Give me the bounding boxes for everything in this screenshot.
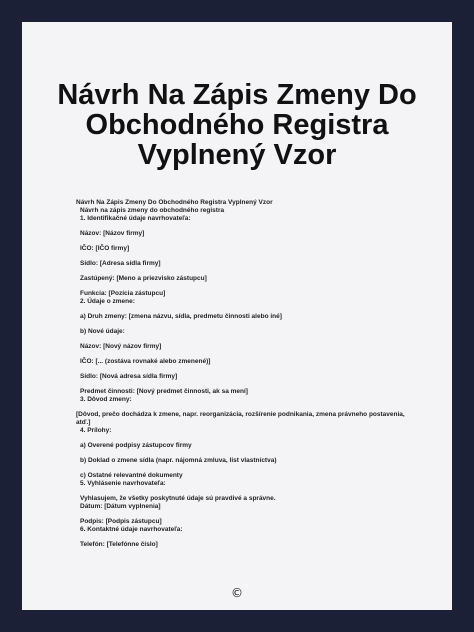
section-2-heading: 2. Údaje o zmene: — [80, 298, 135, 305]
copyright-symbol: © — [231, 586, 243, 600]
title-line-3: Vyplnený Vzor — [137, 139, 337, 171]
field-telefon: Telefón: [Telefónne číslo] — [80, 541, 158, 548]
field-novy-nazov: Názov: [Nový názov firmy] — [80, 343, 162, 350]
field-funkcia: Funkcia: [Pozícia zástupcu] — [80, 290, 166, 297]
field-zastupeny: Zastúpený: [Meno a priezvisko zástupcu] — [80, 275, 207, 282]
priloha-a: a) Overené podpisy zástupcov firmy — [80, 442, 192, 449]
field-predmet: Predmet činnosti: [Nový predmet činnosti, ak sa mení] — [80, 388, 248, 395]
section-4-heading: 4. Prílohy: — [80, 427, 112, 434]
field-nazov: Názov: [Názov firmy] — [80, 230, 145, 237]
field-ico-2: IČO: [... (zostáva rovnaké alebo zmenené)] — [80, 358, 211, 365]
priloha-b: b) Doklad o zmene sídla (napr. nájomná zmluva, list vlastníctva) — [80, 457, 277, 464]
body-heading: Návrh Na Zápis Zmeny Do Obchodného Registra Vyplnený Vzor — [76, 199, 273, 206]
document-title — [22, 80, 452, 170]
field-druh-zmeny: a) Druh zmeny: [zmena názvu, sídla, predmetu činnosti alebo iné] — [80, 313, 282, 320]
field-sidlo: Sídlo: [Adresa sídla firmy] — [80, 260, 161, 267]
title-line-2: Obchodného Registra — [85, 109, 389, 141]
document-page — [22, 22, 452, 610]
document-body — [76, 199, 416, 549]
section-6-heading: 6. Kontaktné údaje navrhovateľa: — [80, 526, 183, 533]
field-ico: IČO: [IČO firmy] — [80, 245, 130, 252]
title-line-1: Návrh Na Zápis Zmeny Do — [57, 79, 417, 111]
field-datum: Dátum: [Dátum vyplnenia] — [80, 503, 161, 510]
body-subheading: Návrh na zápis zmeny do obchodného registra — [80, 207, 225, 214]
section-1-heading: 1. Identifikačné údaje navrhovateľa: — [80, 215, 191, 222]
field-nove-sidlo: Sídlo: [Nová adresa sídla firmy] — [80, 373, 178, 380]
priloha-c: c) Ostatné relevantné dokumenty — [80, 472, 183, 479]
field-podpis: Podpis: [Podpis zástupcu] — [80, 518, 162, 525]
section-5-heading: 5. Vyhlásenie navrhovateľa: — [80, 480, 166, 487]
field-nove-udaje: b) Nové údaje: — [80, 328, 125, 335]
field-dovod: [Dôvod, prečo dochádza k zmene, napr. reorganizácia, rozšírenie podnikania, zmena právneho postavenia, atď.] — [76, 411, 407, 426]
section-3-heading: 3. Dôvod zmeny: — [80, 396, 132, 403]
vyhlasenie-text: Vyhlasujem, že všetky poskytnuté údaje sú pravdivé a správne. — [80, 495, 276, 502]
